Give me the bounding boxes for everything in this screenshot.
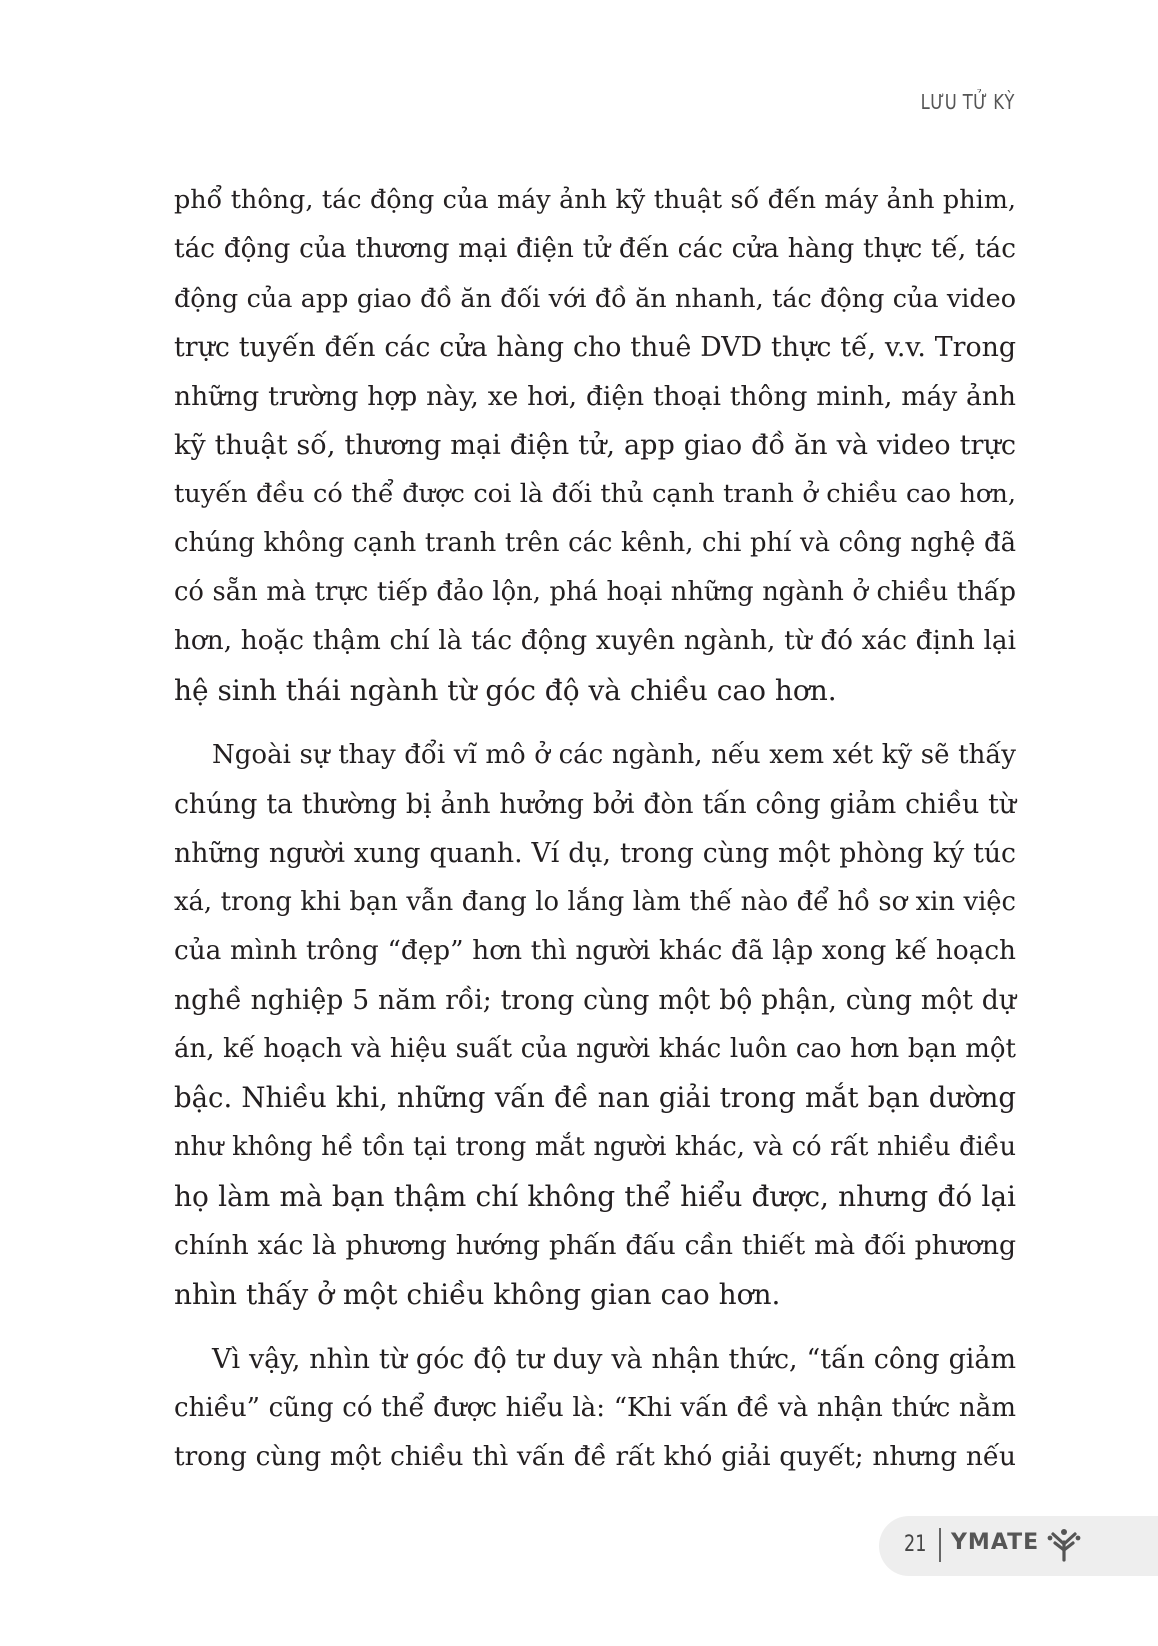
text-line: trong cùng một chiều thì vấn đề rất khó giải quyết; nhưng nếu	[174, 1442, 1016, 1472]
text-line: nhìn thấy ở một chiều không gian cao hơn.	[174, 1278, 781, 1311]
text-line: phổ thông, tác động của máy ảnh kỹ thuật số đến máy ảnh phim,	[174, 185, 1016, 215]
text-line: hơn, hoặc thậm chí là tác động xuyên ngành, từ đó xác định lại	[174, 626, 1016, 656]
text-line: bậc. Nhiều khi, những vấn đề nan giải trong mắt bạn dường	[174, 1082, 1016, 1114]
paragraph-3	[174, 1335, 1016, 1482]
ymate-logo-icon	[1046, 1526, 1082, 1562]
text-line: Ngoài sự thay đổi vĩ mô ở các ngành, nếu xem xét kỹ sẽ thấy	[212, 740, 1016, 770]
text-line: án, kế hoạch và hiệu suất của người khác luôn cao hơn bạn một	[174, 1034, 1016, 1064]
text-line: chúng ta thường bị ảnh hưởng bởi đòn tấn công giảm chiều từ	[174, 789, 1016, 820]
text-line: của mình trông “đẹp” hơn thì người khác đã lập xong kế hoạch	[174, 936, 1016, 966]
text-line: những trường hợp này, xe hơi, điện thoại thông minh, máy ảnh	[174, 381, 1016, 412]
running-header: LƯU TỬ KỲ	[920, 90, 1015, 114]
text-line: tác động của thương mại điện tử đến các cửa hàng thực tế, tác	[174, 234, 1016, 264]
paragraph-2	[174, 731, 1016, 1319]
text-line: nghề nghiệp 5 năm rồi; trong cùng một bộ phận, cùng một dự	[174, 985, 1016, 1016]
text-line: như không hề tồn tại trong mắt người khác, và có rất nhiều điều	[174, 1132, 1016, 1162]
footer-divider	[939, 1528, 941, 1562]
text-line: kỹ thuật số, thương mại điện tử, app giao đồ ăn và video trực	[174, 430, 1016, 461]
text-line: chiều” cũng có thể được hiểu là: “Khi vấn đề và nhận thức nằm	[174, 1393, 1016, 1423]
text-line: trực tuyến đến các cửa hàng cho thuê DVD thực tế, v.v. Trong	[174, 332, 1016, 363]
text-line: động của app giao đồ ăn đối với đồ ăn nhanh, tác động của video	[174, 283, 1016, 313]
body-text	[174, 176, 1016, 1482]
text-line: Vì vậy, nhìn từ góc độ tư duy và nhận thức, “tấn công giảm	[212, 1344, 1016, 1375]
text-line: chúng không cạnh tranh trên các kênh, chi phí và công nghệ đã	[174, 528, 1016, 558]
text-line: có sẵn mà trực tiếp đảo lộn, phá hoại những ngành ở chiều thấp	[174, 577, 1016, 607]
publisher-name: YMATE	[951, 1530, 1040, 1555]
text-line: xá, trong khi bạn vẫn đang lo lắng làm thế nào để hồ sơ xin việc	[174, 887, 1016, 917]
text-line: hệ sinh thái ngành từ góc độ và chiều cao hơn.	[174, 674, 837, 707]
text-line: họ làm mà bạn thậm chí không thể hiểu được, nhưng đó lại	[174, 1180, 1016, 1213]
text-line: tuyến đều có thể được coi là đối thủ cạnh tranh ở chiều cao hơn,	[174, 479, 1016, 509]
text-line: những người xung quanh. Ví dụ, trong cùng một phòng ký túc	[174, 838, 1016, 869]
text-line: chính xác là phương hướng phấn đấu cần thiết mà đối phương	[174, 1230, 1016, 1261]
paragraph-1	[174, 176, 1016, 715]
page-number: 21	[904, 1532, 927, 1557]
